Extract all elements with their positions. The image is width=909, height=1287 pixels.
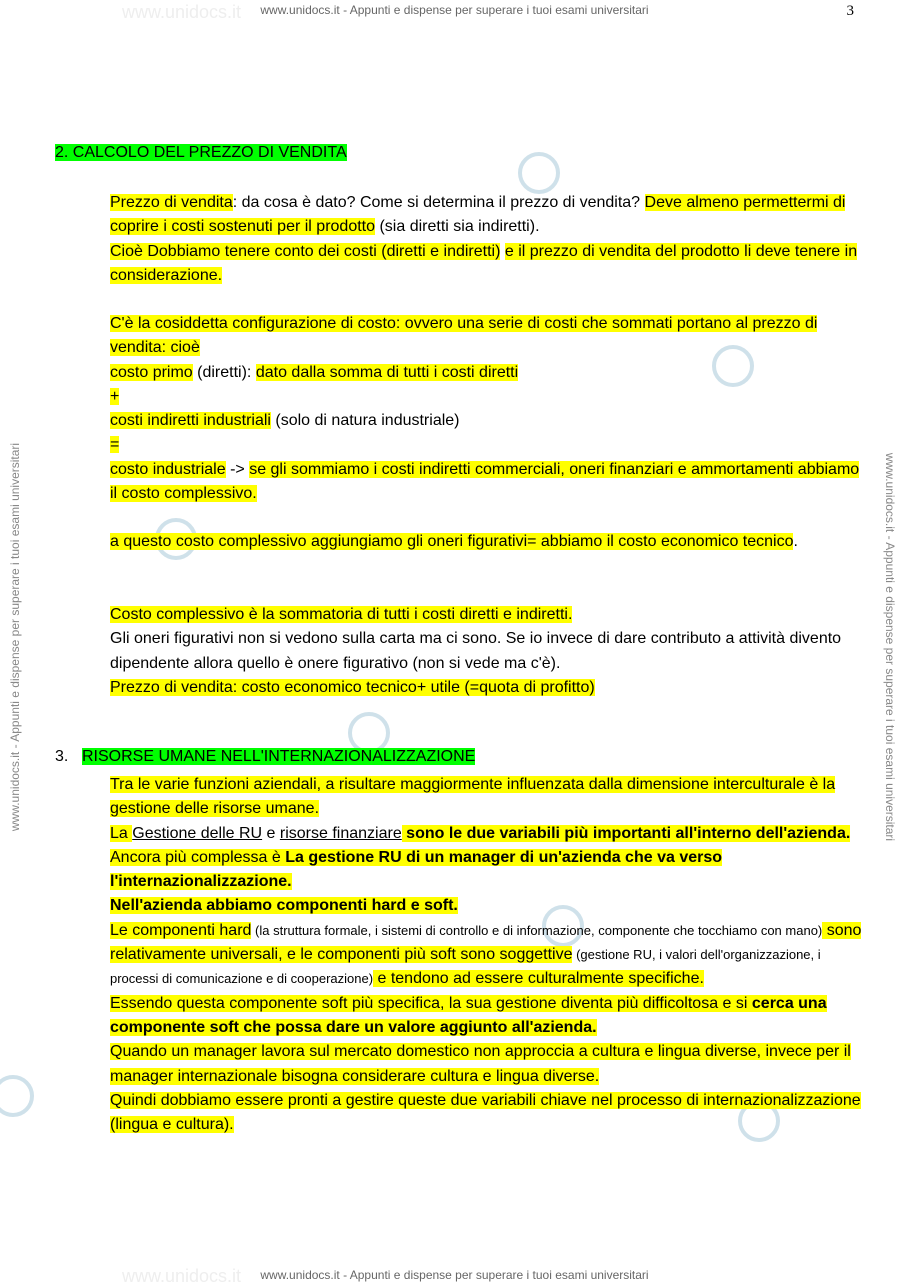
text-run: cerca una componente soft che possa dare un valore aggiunto all'azienda. (110, 994, 827, 1036)
text-run: dato dalla somma di tutti i costi diretti (255, 363, 519, 381)
text-run: C'è la cosiddetta (110, 315, 228, 332)
text-run: Prezzo di vendita (110, 194, 233, 211)
text-run: La gestione RU di un manager di un'azienda che va verso l'internazionalizzazione. (110, 848, 723, 891)
side-watermark-left: www.unidocs.it - Appunti e dispense per superare i tuoi esami universitari (8, 442, 22, 832)
watermark-logo-icon (518, 152, 560, 194)
text-run: Tra le varie funzioni aziendali, a risultare maggiormente influenzata dalla dimensione interculturale è la gestione delle risorse umane. (110, 776, 836, 818)
section-3-heading (82, 748, 475, 766)
page-header: www.unidocs.it - Appunti e dispense per superare i tuoi esami universitari (260, 3, 649, 17)
text-run: Quando un manager lavora sul mercato domestico non approccia a cultura e lingua diverse, invece per il manager internazionale bisogna considerare cultura e lingua diverse. (110, 1043, 851, 1085)
text-run: e (262, 824, 280, 842)
text-run: risorse finanziare (279, 824, 402, 842)
paragraph-costo-complessivo (110, 603, 870, 700)
section-2-title: 2. CALCOLO DEL PREZZO DI VENDITA (55, 144, 347, 161)
watermark-text: www.unidocs.it (122, 2, 242, 22)
text-run: Ancora più complessa è (110, 848, 286, 866)
section-3-title: RISORSE UMANE NELL'INTERNAZIONALIZZAZIONE (82, 748, 476, 765)
watermark-text: www.unidocs.it (122, 1266, 242, 1286)
text-run: Nell'azienda abbiamo componenti hard e soft. (110, 897, 458, 915)
text-run: La (110, 824, 133, 842)
page-number: 3 (846, 3, 854, 19)
paragraph-costo-economico (110, 530, 870, 554)
text-run: + (110, 387, 120, 405)
text-run: costo primo (110, 363, 193, 381)
text-run: Gli oneri figurativi non si vedono sulla carta ma ci sono. Se io invece di dare contributo a attività divento dipendente allora quello è onere figurativo (non si vede ma c'è). (110, 630, 842, 672)
text-run: costo industriale (110, 460, 226, 478)
text-run: sono relativamente universali, e le componenti più soft sono soggettive (110, 921, 862, 964)
section-2-heading (55, 144, 347, 162)
text-run: configurazione di costo: ovvero una serie di costi che sommati portano al prezzo di vendita: cioè (110, 315, 818, 357)
text-run: Le componenti hard (110, 921, 252, 939)
text-run: e tendono ad essere culturalmente specifiche. (373, 970, 704, 988)
text-run: Cioè Dobbiamo tenere conto dei costi (diretti e indiretti) (110, 242, 501, 260)
side-watermark-right: www.unidocs.it - Appunti e dispense per superare i tuoi esami universitari (883, 452, 897, 842)
watermark-logo-icon (0, 1075, 34, 1117)
paragraph-configurazione (110, 312, 870, 506)
text-run: (la struttura formale, i sistemi di controllo e di informazione, componente che tocchiamo con mano) (251, 922, 823, 938)
text-run: (sia diretti sia indiretti). (375, 218, 540, 236)
text-run: sono le due variabili più importanti all'interno dell'azienda. (401, 824, 851, 842)
page-footer: www.unidocs.it - Appunti e dispense per superare i tuoi esami universitari (260, 1268, 649, 1282)
text-run: se gli sommiamo i costi indiretti commerciali, oneri finanziari e ammortamenti abbiamo il costo complessivo. (110, 460, 860, 503)
text-run: Quindi dobbiamo essere pronti a gestire queste due variabili chiave nel processo di internazionalizzazione (lingua e cultura). (110, 1091, 861, 1134)
text-run: = (110, 436, 120, 454)
text-run: Gestione delle RU (132, 824, 263, 842)
text-run: . (793, 533, 798, 550)
text-run: a questo costo complessivo aggiungiamo gli oneri figurativi= abbiamo il costo economico tecnico (110, 533, 794, 550)
text-run: -> (225, 460, 250, 478)
text-run: (gestione RU, i valori dell'organizzazione, i processi di comunicazione e di cooperazione) (110, 947, 821, 987)
text-run: e il prezzo di vendita del prodotto li deve tenere in considerazione. (110, 242, 858, 284)
text-run: : da cosa è dato? Come si determina il prezzo di vendita? (232, 194, 645, 211)
text-run: Deve almeno permettermi di coprire i costi sostenuti per il prodotto (110, 194, 846, 236)
paragraph-prezzo (110, 191, 870, 288)
text-run: Essendo questa componente soft più specifica, la sua gestione diventa più difficoltosa e si (110, 994, 752, 1012)
text-run: Prezzo di vendita: costo economico tecnico+ utile (=quota di profitto) (110, 678, 595, 696)
text-run: Costo complessivo è la sommatoria di tutti i costi diretti e indiretti. (110, 606, 573, 623)
section-3-number: 3. (55, 748, 69, 765)
text-run: costi indiretti industriali (110, 412, 271, 430)
text-run: (diretti): (192, 363, 256, 381)
paragraph-risorse-umane (110, 773, 870, 1137)
text-run: (solo di natura industriale) (270, 412, 460, 430)
